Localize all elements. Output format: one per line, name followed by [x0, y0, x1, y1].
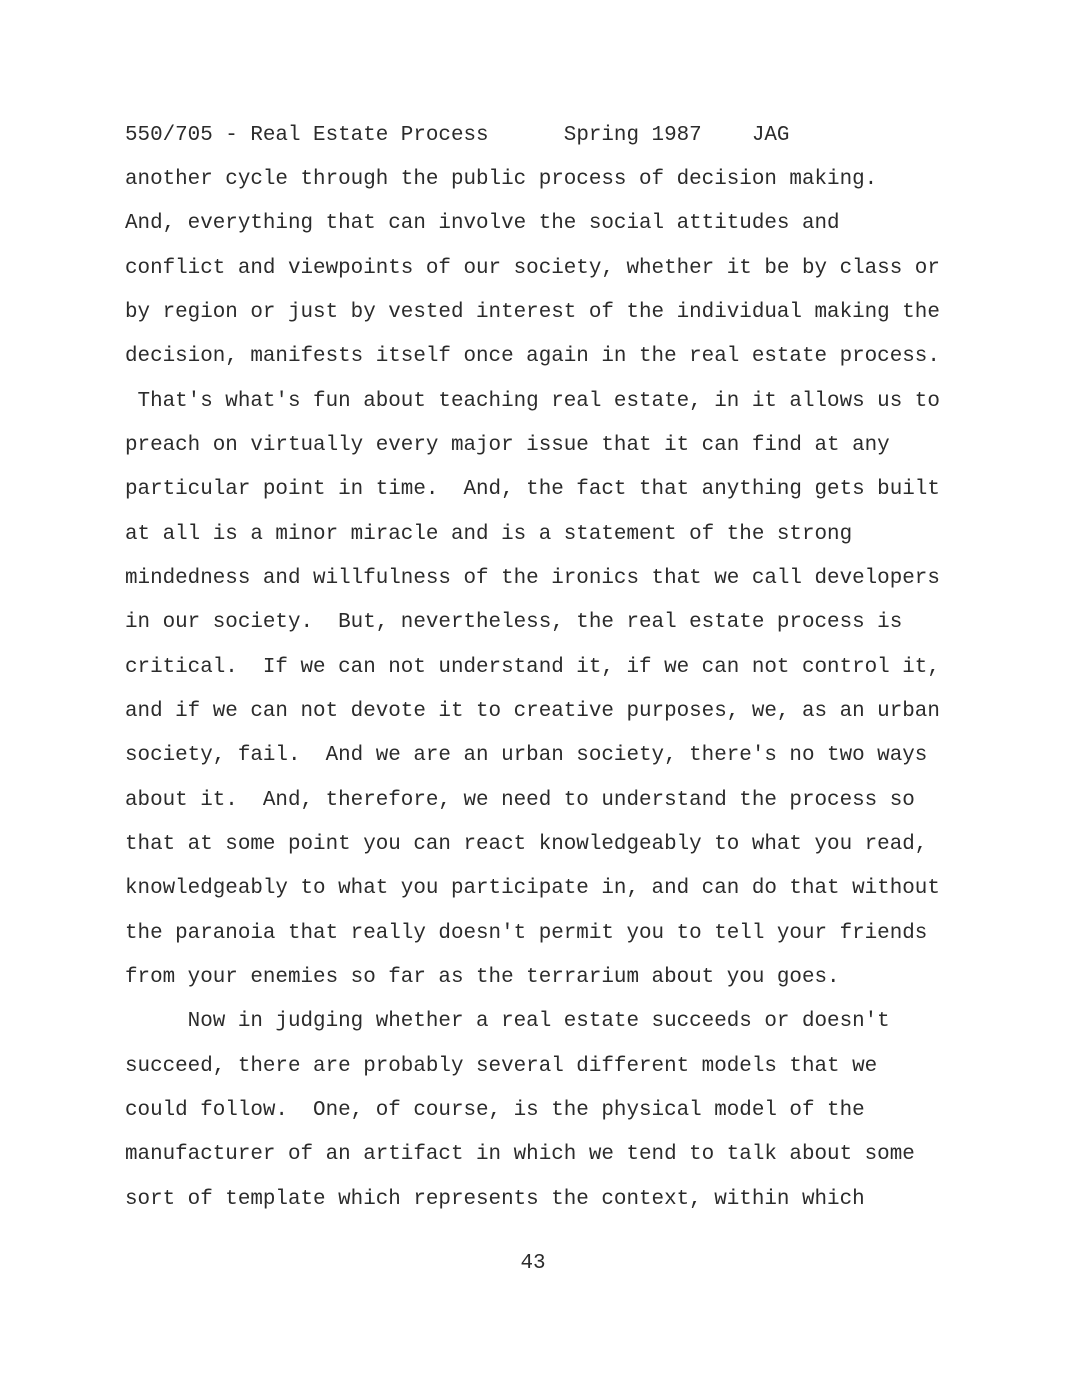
text-line: That's what's fun about teaching real estate, in it allows us to: [125, 390, 940, 413]
text-line: could follow. One, of course, is the physical model of the: [125, 1099, 865, 1122]
text-line: preach on virtually every major issue that it can find at any: [125, 434, 890, 457]
text-line: about it. And, therefore, we need to understand the process so: [125, 789, 915, 812]
course-title: 550/705 - Real Estate Process: [125, 124, 489, 147]
page-header: [125, 122, 789, 150]
text-line: from your enemies so far as the terrarium about you goes.: [125, 966, 840, 989]
text-line: Now in judging whether a real estate succeeds or doesn't: [125, 1010, 890, 1033]
text-line: sort of template which represents the context, within which: [125, 1188, 865, 1211]
text-line: society, fail. And we are an urban society, there's no two ways: [125, 744, 928, 767]
text-line: conflict and viewpoints of our society, whether it be by class or: [125, 257, 940, 280]
text-line: by region or just by vested interest of the individual making the: [125, 301, 940, 324]
text-line: in our society. But, nevertheless, the real estate process is: [125, 611, 903, 634]
text-line: another cycle through the public process of decision making.: [125, 168, 878, 191]
text-line: the paranoia that really doesn't permit you to tell your friends: [125, 922, 928, 945]
text-line: And, everything that can involve the social attitudes and: [125, 212, 840, 235]
text-line: at all is a minor miracle and is a statement of the strong: [125, 523, 853, 546]
text-line: critical. If we can not understand it, if we can not control it,: [125, 656, 940, 679]
page-number: 43: [520, 1252, 546, 1275]
text-line: that at some point you can react knowledgeably to what you read,: [125, 833, 928, 856]
text-line: succeed, there are probably several different models that we: [125, 1055, 878, 1078]
text-line: and if we can not devote it to creative purposes, we, as an urban: [125, 700, 940, 723]
text-line: decision, manifests itself once again in the real estate process.: [125, 345, 940, 368]
text-line: manufacturer of an artifact in which we tend to talk about some: [125, 1143, 915, 1166]
text-line: mindedness and willfulness of the ironics that we call developers: [125, 567, 940, 590]
text-line: particular point in time. And, the fact that anything gets built: [125, 478, 940, 501]
text-line: knowledgeably to what you participate in, and can do that without: [125, 877, 940, 900]
author-initials: JAG: [751, 124, 790, 147]
term: Spring 1987: [563, 124, 702, 147]
